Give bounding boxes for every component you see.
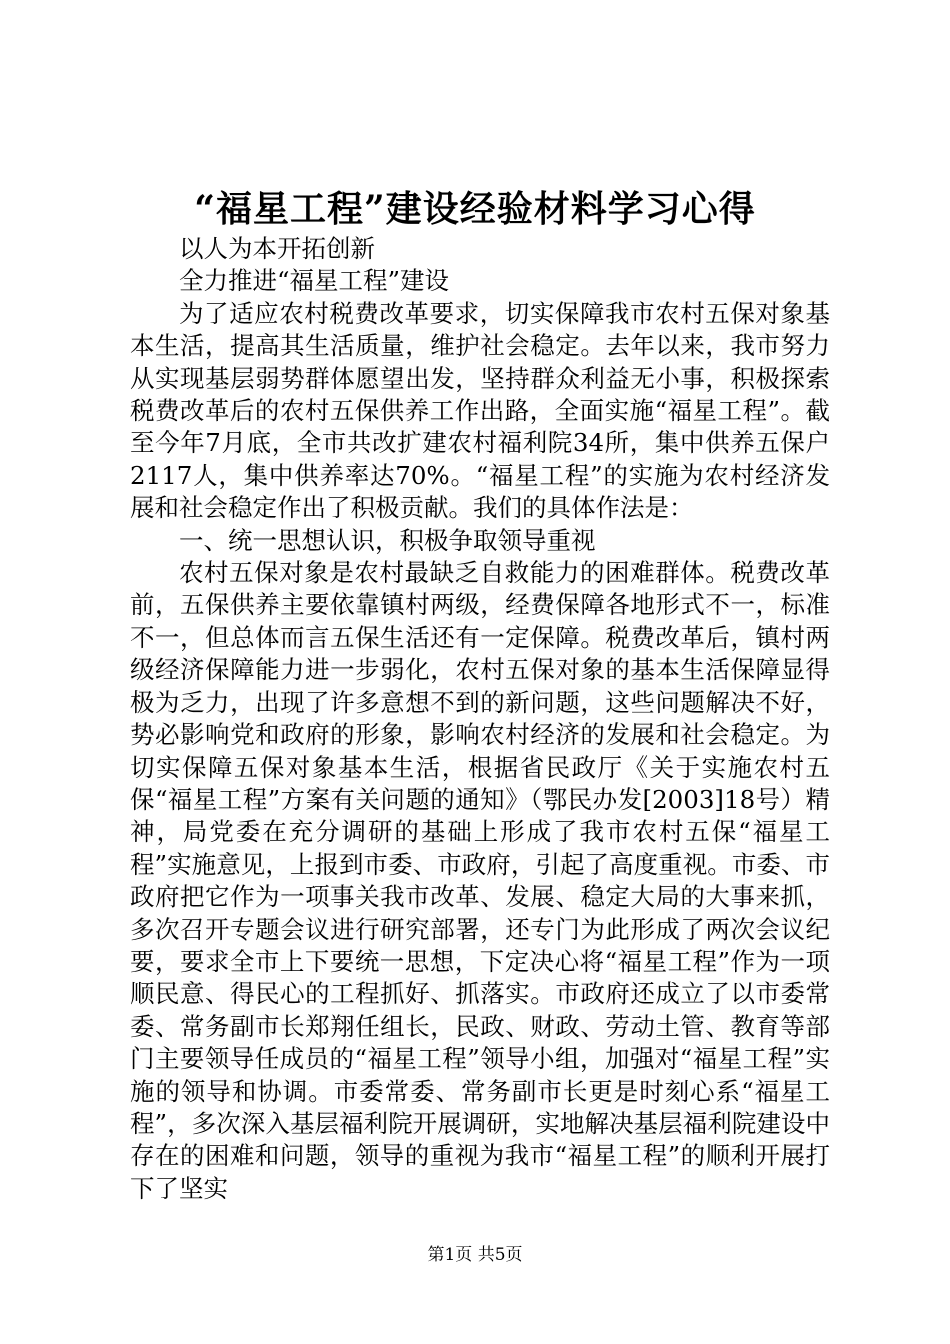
subtitle-line-2: 全力推进“福星工程”建设: [179, 266, 450, 296]
document-body: [130, 233, 830, 1205]
document-title: “福星工程”建设经验材料学习心得: [194, 188, 756, 230]
page-number-footer: 第1页 共5页: [427, 1245, 523, 1265]
subtitle-line-1: 以人为本开拓创新: [179, 234, 375, 263]
section-1-paragraph: 农村五保对象是农村最缺乏自救能力的困难群体。税费改革前，五保供养主要依靠镇村两级，经费保障各地形式不一，标准不一，但总体而言五保生活还有一定保障。税费改革后，镇村两级经济保障能力进一步弱化，农村五保对象的基本生活保障显得极为乏力，出现了许多意想不到的新问题，这些问题解决不好，势必影响党和政府的形象，影响农村经济的发展和社会稳定。为切实保障五保对象基本生活，根据省民政厅《关于实施农村五保“福星工程”方案有关问题的通知》（鄂民办发[2003]18号）精神，局党委在充分调研的基础上形成了我市农村五保“福星工程”实施意见，上报到市委、市政府，引起了高度重视。市委、市政府把它作为一项事关我市改革、发展、稳定大局的大事来抓，多次召开专题会议进行研究部署，还专门为此形成了两次会议纪要，要求全市上下要统一思想，下定决心将“福星工程”作为一项顺民意、得民心的工程抓好、抓落实。市政府还成立了以市委常委、常务副市长郑翔任组长，民政、财政、劳动土管、教育等部门主要领导任成员的“福星工程”领导小组，加强对“福星工程”实施的领导和协调。市委常委、常务副市长更是时刻心系“福星工程”，多次深入基层福利院开展调研，实地解决基层福利院建设中存在的困难和问题，领导的重视为我市“福星工程”的顺利开展打下了坚实: [130, 558, 830, 1203]
intro-paragraph: 为了适应农村税费改革要求，切实保障我市农村五保对象基本生活，提高其生活质量，维护社会稳定。去年以来，我市努力从实现基层弱势群体愿望出发，坚持群众利益无小事，积极探索税费改革后的农村五保供养工作出路，全面实施“福星工程”。截至今年7月底，全市共改扩建农村福利院34所，集中供养五保户2117人，集中供养率达70%。“福星工程”的实施为农村经济发展和社会稳定作出了积极贡献。我们的具体作法是：: [130, 298, 830, 523]
section-heading-1: 一、统一思想认识，积极争取领导重视: [179, 525, 596, 555]
